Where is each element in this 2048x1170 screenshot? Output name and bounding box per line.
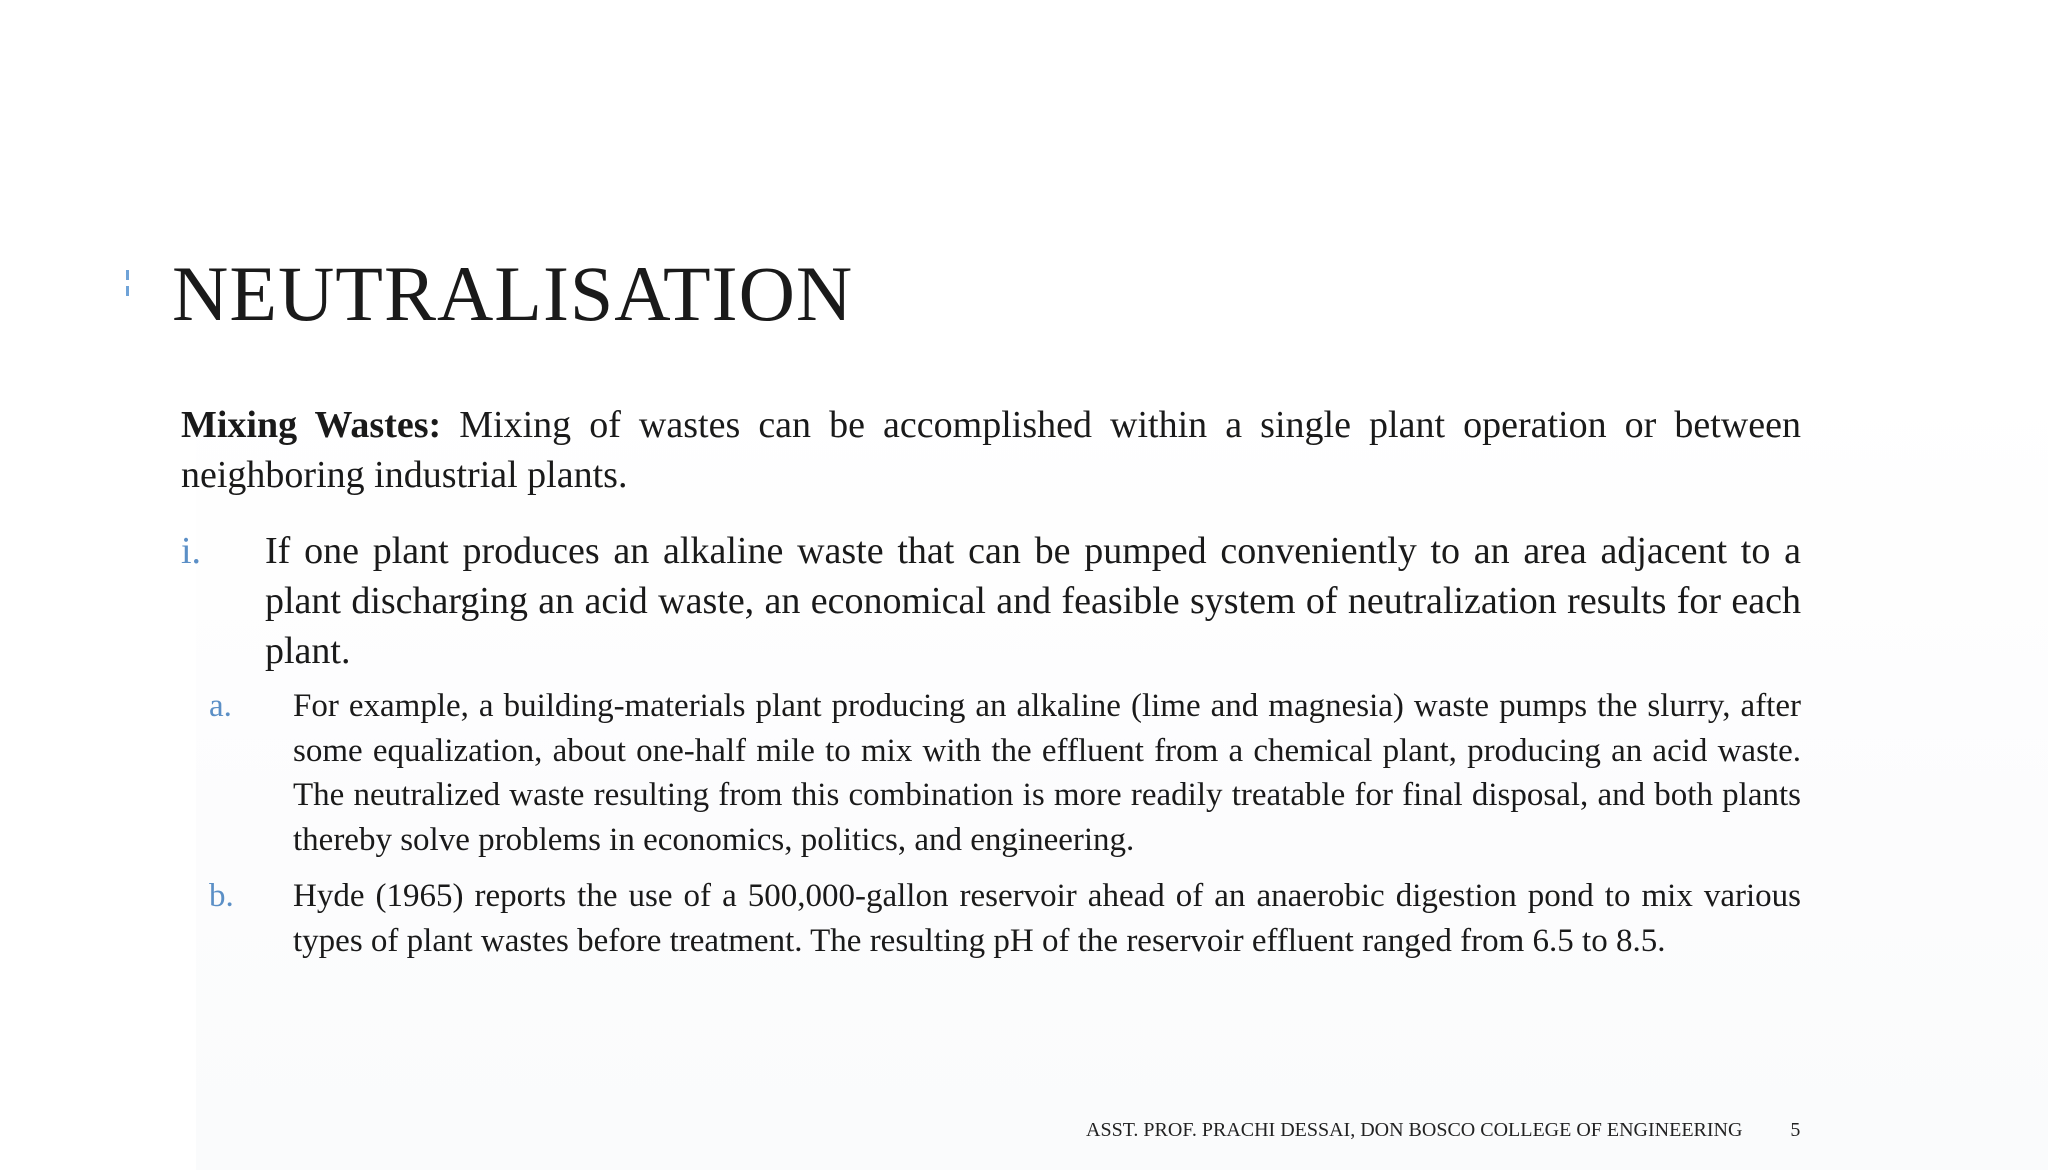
slide-footer [1086, 1118, 1800, 1142]
accent-mark [126, 270, 129, 296]
list-item-b [209, 874, 1801, 963]
list-item-a [209, 684, 1801, 862]
page-number: 5 [1790, 1119, 1801, 1141]
accent-mark-bottom [126, 286, 129, 296]
footer-author: ASST. PROF. PRACHI DESSAI, DON BOSCO COLLEGE OF ENGINEERING [1086, 1119, 1743, 1141]
intro-text: Mixing of wastes can be accomplished within a single plant operation or between neighboring industrial plants. [181, 404, 1801, 496]
accent-mark-top [126, 270, 129, 280]
slide-body [181, 400, 1801, 963]
list-marker-b: b. [209, 878, 234, 914]
slide-title: NEUTRALISATION [172, 250, 854, 338]
list-item-a-text: For example, a building-materials plant producing an alkaline (lime and magnesia) waste pumps the slurry, after some equalization, about one-half mile to mix with the effluent from a chemical plant, producing an acid waste. The neutralized waste resulting from this combination is more readily treatable for final disposal, and both plants thereby solve problems in economics, politics, and engineering. [293, 688, 1801, 858]
list-item-i [181, 526, 1801, 676]
intro-paragraph [181, 400, 1801, 500]
list-marker-a: a. [209, 688, 232, 724]
list-item-i-text: If one plant produces an alkaline waste that can be pumped conveniently to an area adjacent to a plant discharging an acid waste, an economical and feasible system of neutralization results for each plant. [265, 530, 1801, 672]
intro-label: Mixing Wastes: [181, 404, 442, 446]
list-item-b-text: Hyde (1965) reports the use of a 500,000-gallon reservoir ahead of an anaerobic digestion pond to mix various types of plant wastes before treatment. The resulting pH of the reservoir effluent ranged from 6.5 to 8.5. [293, 878, 1801, 959]
list-marker-i: i. [181, 530, 202, 572]
